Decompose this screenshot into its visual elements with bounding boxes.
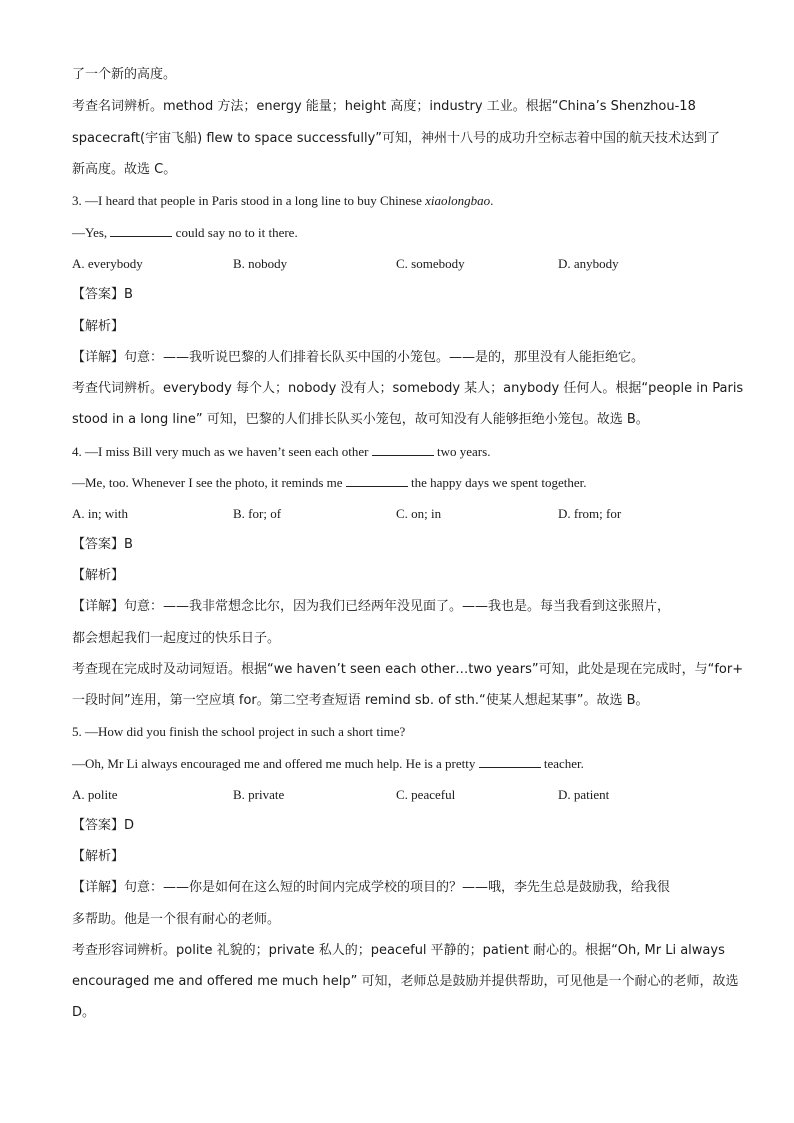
- answer-blank: [479, 755, 541, 768]
- answer-label: 【答案】D: [72, 818, 135, 833]
- question-5-line2: —Oh, Mr Li always encouraged me and offered me much help. He is a pretty teacher.: [72, 756, 584, 771]
- detail-text: 都会想起我们一起度过的快乐日子。: [72, 631, 281, 646]
- explanation-text: 考查现在完成时及动词短语。根据“we haven’t seen each other…two years”可知，此处是现在完成时，与“for+: [72, 662, 744, 677]
- text-line: 了一个新的高度。: [72, 67, 177, 82]
- answer-blank: [372, 443, 434, 456]
- answer-label: 【答案】B: [72, 287, 133, 302]
- question-4-stem: 4. —I miss Bill very much as we haven’t seen each other two years.: [72, 444, 491, 459]
- question-4-line2: —Me, too. Whenever I see the photo, it reminds me the happy days we spent together.: [72, 475, 587, 490]
- option-c: C. on; in: [396, 506, 442, 521]
- text-line: 考查名词辨析。method 方法；energy 能量；height 高度；industry 工业。根据“China’s Shenzhou-18: [72, 99, 696, 114]
- option-c: C. peaceful: [396, 787, 456, 802]
- detail-text: 多帮助。他是一个很有耐心的老师。: [72, 912, 281, 927]
- option-a: A. in; with: [72, 506, 128, 521]
- analysis-label: 【解析】: [72, 319, 125, 334]
- analysis-label: 【解析】: [72, 849, 125, 864]
- answer-blank: [110, 224, 172, 237]
- question-3-line2: —Yes, could say no to it there.: [72, 225, 298, 240]
- option-d: D. patient: [558, 787, 610, 802]
- option-b: B. nobody: [233, 256, 288, 271]
- answer-blank: [346, 474, 408, 487]
- question-3-stem: 3. —I heard that people in Paris stood in a long line to buy Chinese xiaolongbao.: [72, 193, 494, 208]
- option-d: D. from; for: [558, 506, 622, 521]
- explanation-text: encouraged me and offered me much help” 可知，老师总是鼓励并提供帮助，可见他是一个耐心的老师，故选: [72, 974, 739, 989]
- detail-text: 【详解】句意：——你是如何在这么短的时间内完成学校的项目的？——哦，李先生总是鼓励我，给我很: [72, 880, 671, 895]
- option-b: B. for; of: [233, 506, 282, 521]
- option-d: D. anybody: [558, 256, 619, 271]
- question-5-stem: 5. —How did you finish the school project in such a short time?: [72, 724, 406, 739]
- answer-label: 【答案】B: [72, 537, 133, 552]
- option-a: A. everybody: [72, 256, 143, 271]
- explanation-text: 一段时间”连用，第一空应填 for。第二空考查短语 remind sb. of sth.“使某人想起某事”。故选 B。: [72, 693, 649, 708]
- detail-text: 【详解】句意：——我听说巴黎的人们排着长队买中国的小笼包。——是的，那里没有人能拒绝它。: [72, 350, 645, 365]
- explanation-text: stood in a long line” 可知，巴黎的人们排长队买小笼包，故可知没有人能够拒绝小笼包。故选 B。: [72, 412, 649, 427]
- detail-text: 【详解】句意：——我非常想念比尔，因为我们已经两年没见面了。——我也是。每当我看到这张照片，: [72, 599, 671, 614]
- analysis-label: 【解析】: [72, 568, 125, 583]
- explanation-text: 考查代词辨析。everybody 每个人；nobody 没有人；somebody 某人；anybody 任何人。根据“people in Paris: [72, 381, 744, 396]
- text-line: spacecraft(宇宙飞船) flew to space successfully”可知，神州十八号的成功升空标志着中国的航天技术达到了: [72, 131, 721, 146]
- option-a: A. polite: [72, 787, 118, 802]
- option-b: B. private: [233, 787, 285, 802]
- text-line: 新高度。故选 C。: [72, 162, 177, 177]
- explanation-text: 考查形容词辨析。polite 礼貌的；private 私人的；peaceful 平静的；patient 耐心的。根据“Oh, Mr Li always: [72, 943, 725, 958]
- option-c: C. somebody: [396, 256, 465, 271]
- explanation-text: D。: [72, 1005, 96, 1020]
